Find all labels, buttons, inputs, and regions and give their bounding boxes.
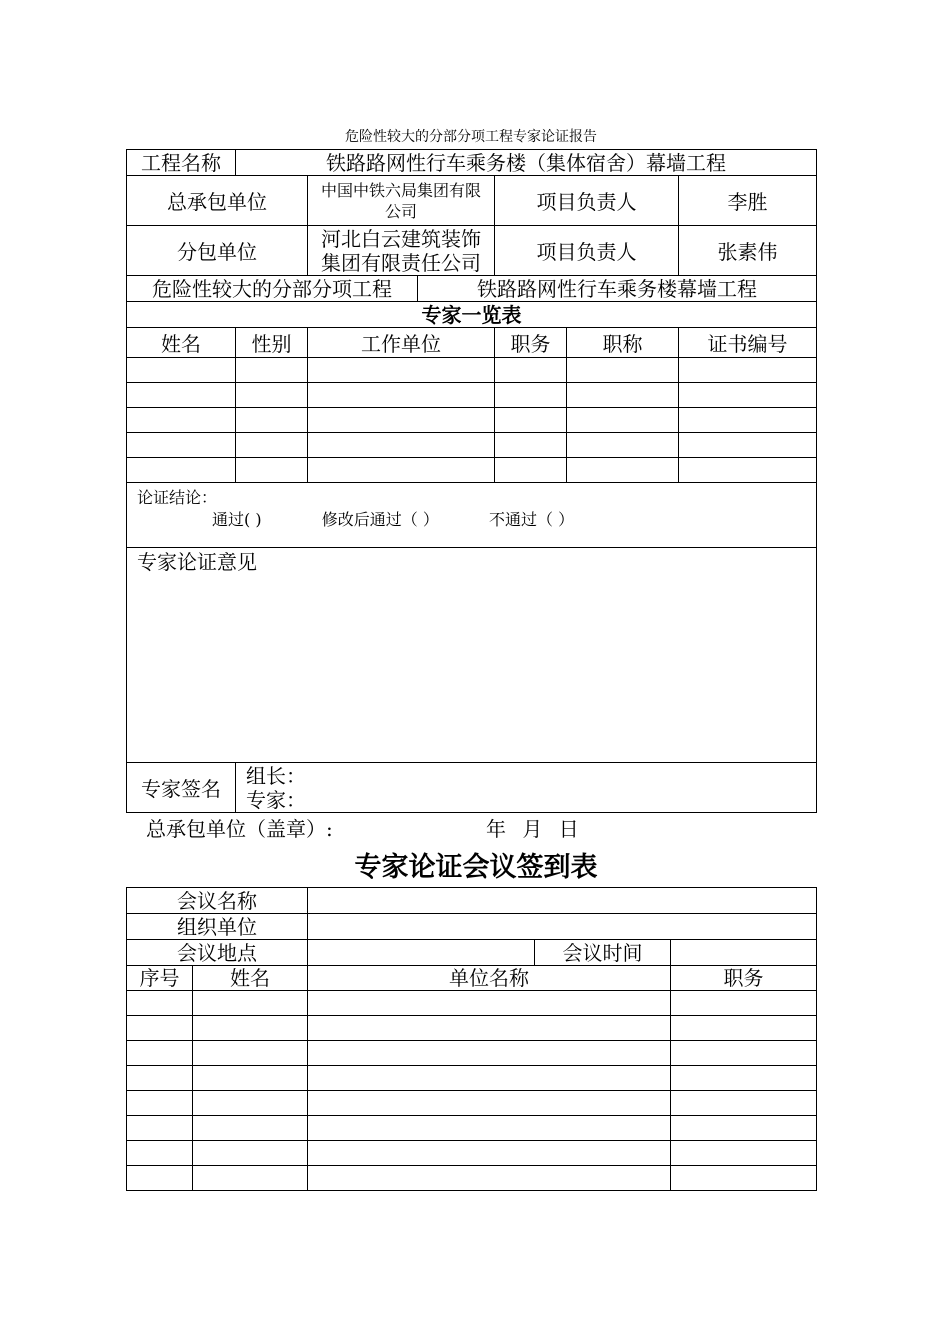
subcontractor-manager-value: 张素伟: [679, 226, 817, 276]
contractor-value: 中国中铁六局集团有限公司: [308, 176, 495, 226]
table-row: [127, 1016, 817, 1041]
conclusion-cell: [127, 483, 817, 548]
signature-leader: 组长：: [246, 763, 306, 788]
meeting-place-value: [308, 940, 535, 966]
signin-header-unit: 单位名称: [308, 966, 671, 991]
experts-list-title: 专家一览表: [127, 302, 817, 328]
conclusion-pass-after-fix: 修改后通过（ ）: [321, 510, 439, 529]
table-row: [127, 1091, 817, 1116]
signin-header-number: 序号: [127, 966, 193, 991]
contractor-seal-label: 总承包单位（盖章）:: [146, 817, 333, 841]
signin-title: 专家论证会议签到表: [354, 852, 598, 883]
organizer-label: 组织单位: [127, 914, 308, 940]
organizer-value: [308, 914, 817, 940]
meeting-time-value: [671, 940, 817, 966]
expert-header-certificate: 证书编号: [679, 328, 817, 358]
date-label: 年 月 日: [486, 817, 579, 841]
table-row: [127, 1141, 817, 1166]
signin-header-position: 职务: [671, 966, 817, 991]
meeting-place-label: 会议地点: [127, 940, 308, 966]
expert-report-table: [126, 149, 817, 813]
signin-table: [126, 887, 817, 1191]
dangerous-project-row: [127, 276, 817, 302]
contractor-label: 总承包单位: [127, 176, 308, 226]
signature-row: [127, 763, 817, 813]
signature-label: 专家签名: [127, 763, 236, 812]
expert-header-name: 姓名: [127, 328, 236, 358]
table-row: [127, 408, 817, 433]
meeting-time-label: 会议时间: [535, 940, 671, 966]
conclusion-fail: 不通过（ ）: [489, 510, 575, 529]
table-row: [127, 358, 817, 383]
table-row: [127, 433, 817, 458]
project-name-value: 铁路路网性行车乘务楼（集体宿舍）幕墙工程: [236, 150, 817, 176]
subcontractor-manager-label: 项目负责人: [495, 226, 679, 276]
contractor-manager-value: 李胜: [679, 176, 817, 226]
expert-header-workplace: 工作单位: [308, 328, 495, 358]
table-row: [127, 1066, 817, 1091]
table-row: [127, 1041, 817, 1066]
table-row: [127, 383, 817, 408]
opinion-cell: [127, 548, 817, 763]
conclusion-pass: 通过( ): [212, 510, 262, 529]
expert-header-gender: 性别: [236, 328, 308, 358]
expert-header-title: 职称: [567, 328, 679, 358]
table-row: [127, 458, 817, 483]
opinion-label: 专家论证意见: [137, 550, 257, 574]
subcontractor-label: 分包单位: [127, 226, 308, 276]
contractor-manager-label: 项目负责人: [495, 176, 679, 226]
meeting-name-label: 会议名称: [127, 888, 308, 914]
report-caption: 危险性较大的分部分项工程专家论证报告: [345, 129, 597, 145]
subcontractor-value: 河北白云建筑装饰集团有限责任公司: [308, 226, 495, 276]
signin-header-name: 姓名: [193, 966, 308, 991]
conclusion-label: 论证结论：: [137, 488, 218, 507]
table-row: [127, 991, 817, 1016]
signature-expert: 专家：: [246, 787, 306, 812]
table-row: [127, 1116, 817, 1141]
project-name-label: 工程名称: [127, 150, 236, 176]
dangerous-project-value: 铁路路网性行车乘务楼幕墙工程: [477, 276, 758, 301]
table-row: [127, 1166, 817, 1191]
meeting-name-value: [308, 888, 817, 914]
expert-header-position: 职务: [495, 328, 567, 358]
dangerous-project-label: 危险性较大的分部分项工程: [127, 276, 418, 301]
